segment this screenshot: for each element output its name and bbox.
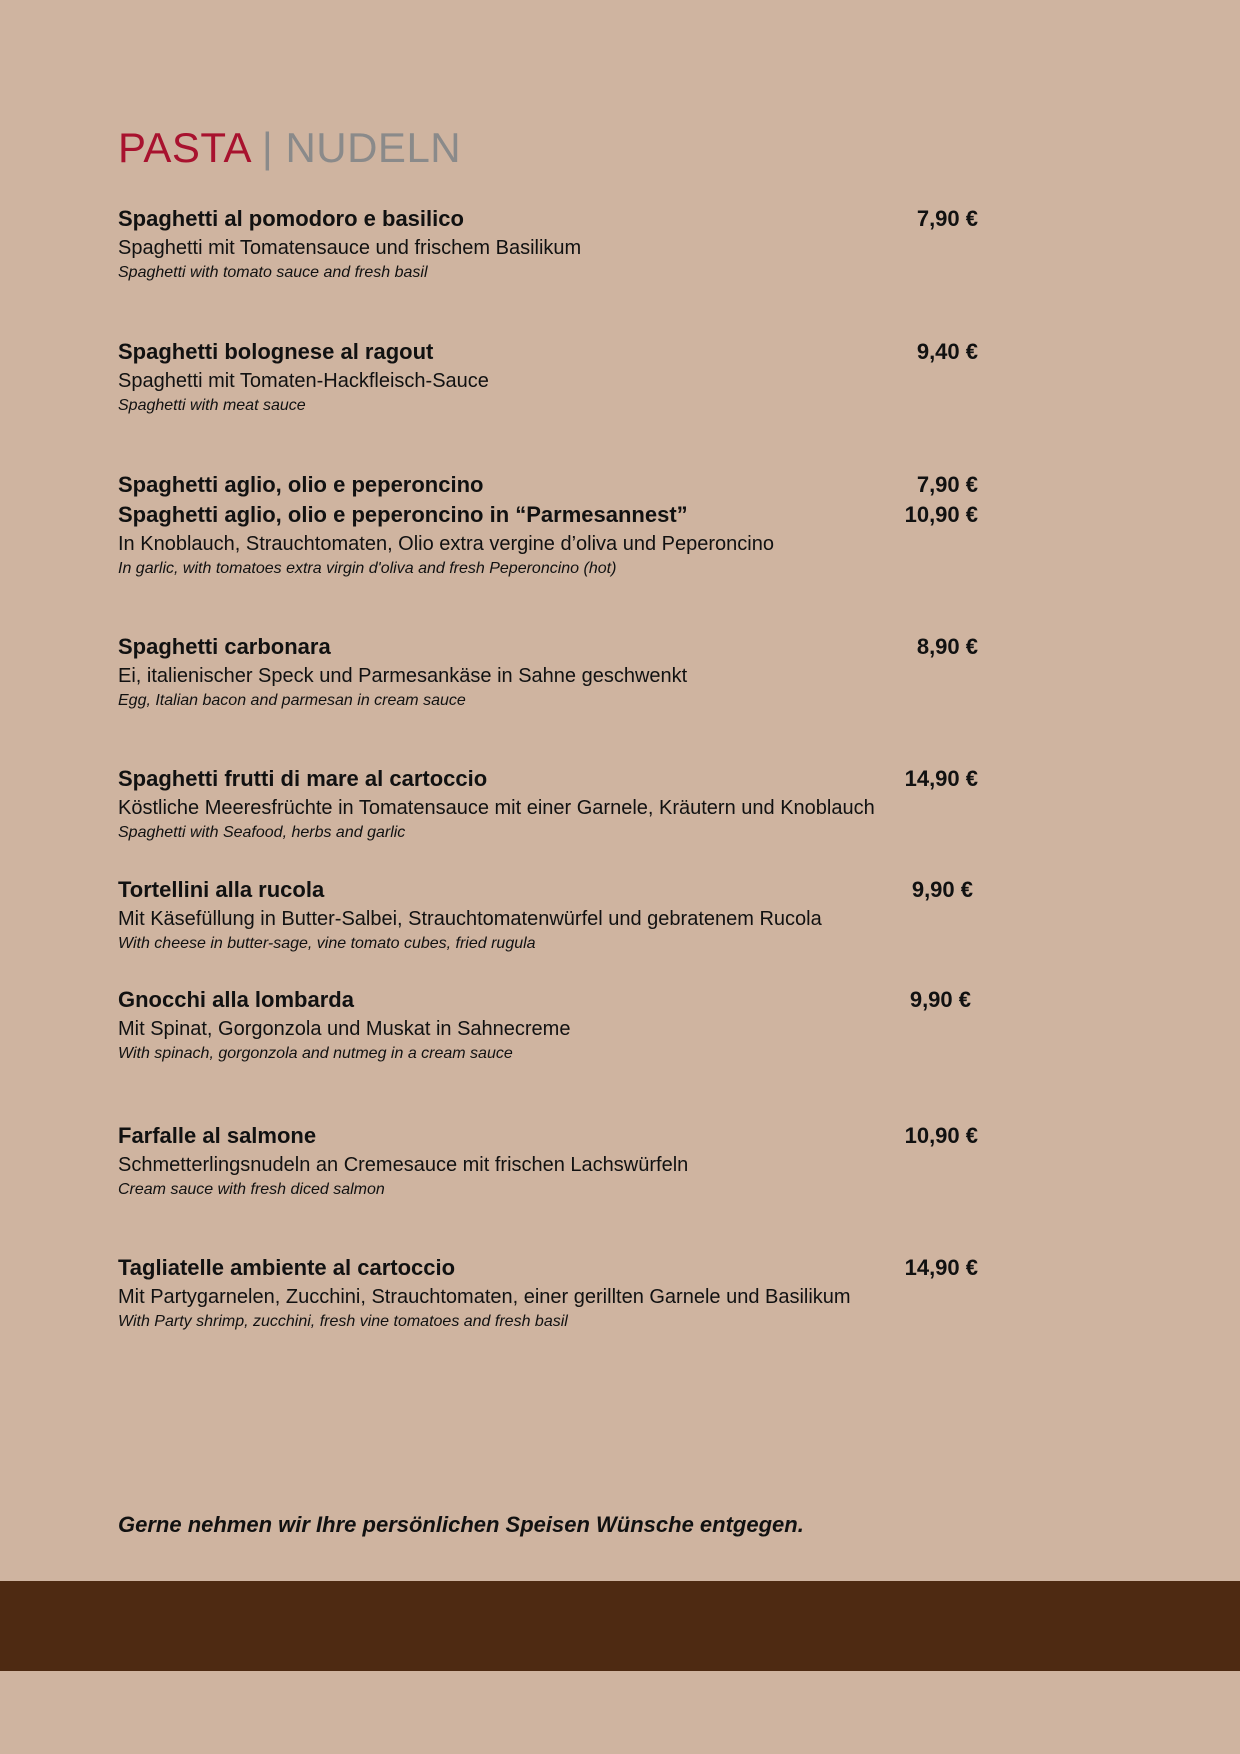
dish-name: Farfalle al salmone	[118, 1123, 317, 1148]
dish-description-de: Mit Käsefüllung in Butter-Salbei, Strauchtomatenwürfel und gebratenem Rucola	[118, 908, 822, 930]
dish-description-en: With cheese in butter-sage, vine tomato cubes, fried rugula	[118, 935, 536, 952]
dish-description-de: Spaghetti mit Tomaten-Hackfleisch-Sauce	[118, 370, 489, 392]
dish-description-de: Spaghetti mit Tomatensauce und frischem Basilikum	[118, 237, 582, 259]
dish-name: Spaghetti aglio, olio e peperoncino	[118, 472, 484, 497]
footer-note: Gerne nehmen wir Ihre persönlichen Speisen Wünsche entgegen.	[118, 1512, 804, 1537]
dish-description-en: Egg, Italian bacon and parmesan in cream sauce	[118, 692, 466, 709]
menu-item	[118, 764, 978, 844]
dish-name: Gnocchi alla lombarda	[118, 987, 354, 1012]
dish-price: 9,40 €	[916, 339, 978, 364]
dish-price: 9,90 €	[911, 877, 973, 902]
dish-price: 7,90 €	[916, 206, 978, 231]
dish-name-variant: Spaghetti aglio, olio e peperoncino in “Parmesannest”	[118, 502, 688, 527]
dish-description-en: Cream sauce with fresh diced salmon	[118, 1181, 385, 1198]
dish-price: 9,90 €	[909, 987, 971, 1012]
menu-item	[118, 1121, 978, 1201]
dish-description-de: Ei, italienischer Speck und Parmesankäse in Sahne geschwenkt	[118, 665, 688, 687]
title-primary: PASTA	[118, 124, 250, 171]
dish-price: 7,90 €	[916, 472, 978, 497]
dish-price: 14,90 €	[904, 1255, 978, 1280]
title-separator: |	[261, 124, 274, 171]
dish-name: Spaghetti frutti di mare al cartoccio	[118, 766, 488, 791]
dish-description-en: In garlic, with tomatoes extra virgin d'oliva and fresh Peperoncino (hot)	[118, 560, 617, 577]
menu-item	[118, 985, 978, 1065]
dish-price: 14,90 €	[904, 766, 978, 791]
menu-item	[118, 204, 978, 284]
dish-name: Tagliatelle ambiente al cartoccio	[118, 1255, 456, 1280]
menu-item	[118, 1253, 978, 1333]
dish-description-de: Schmetterlingsnudeln an Cremesauce mit frischen Lachswürfeln	[118, 1154, 689, 1176]
dish-description-de: Köstliche Meeresfrüchte in Tomatensauce mit einer Garnele, Kräutern und Knoblauch	[118, 797, 875, 819]
dish-description-en: Spaghetti with Seafood, herbs and garlic	[118, 824, 406, 841]
menu-item	[118, 337, 978, 417]
dish-name: Spaghetti carbonara	[118, 634, 331, 659]
dish-price: 10,90 €	[904, 1123, 978, 1148]
footer-band	[0, 1581, 1240, 1671]
dish-description-de: In Knoblauch, Strauchtomaten, Olio extra vergine d’oliva und Peperoncino	[118, 533, 774, 555]
dish-name: Spaghetti al pomodoro e basilico	[118, 206, 464, 231]
dish-description-en: With Party shrimp, zucchini, fresh vine tomatoes and fresh basil	[118, 1313, 568, 1330]
dish-price: 8,90 €	[916, 634, 978, 659]
dish-description-de: Mit Spinat, Gorgonzola und Muskat in Sahnecreme	[118, 1018, 571, 1040]
menu-item	[118, 875, 978, 955]
dish-description-de: Mit Partygarnelen, Zucchini, Strauchtomaten, einer gerillten Garnele und Basilikum	[118, 1286, 851, 1308]
dish-description-en: With spinach, gorgonzola and nutmeg in a cream sauce	[118, 1045, 513, 1062]
dish-price-variant: 10,90 €	[904, 502, 978, 527]
dish-description-en: Spaghetti with meat sauce	[118, 397, 306, 414]
dish-name: Tortellini alla rucola	[118, 877, 325, 902]
page-title	[118, 118, 461, 178]
menu-item	[118, 470, 978, 580]
title-secondary: NUDELN	[285, 124, 462, 171]
dish-description-en: Spaghetti with tomato sauce and fresh basil	[118, 264, 428, 281]
menu-item	[118, 632, 978, 712]
dish-name: Spaghetti bolognese al ragout	[118, 339, 434, 364]
